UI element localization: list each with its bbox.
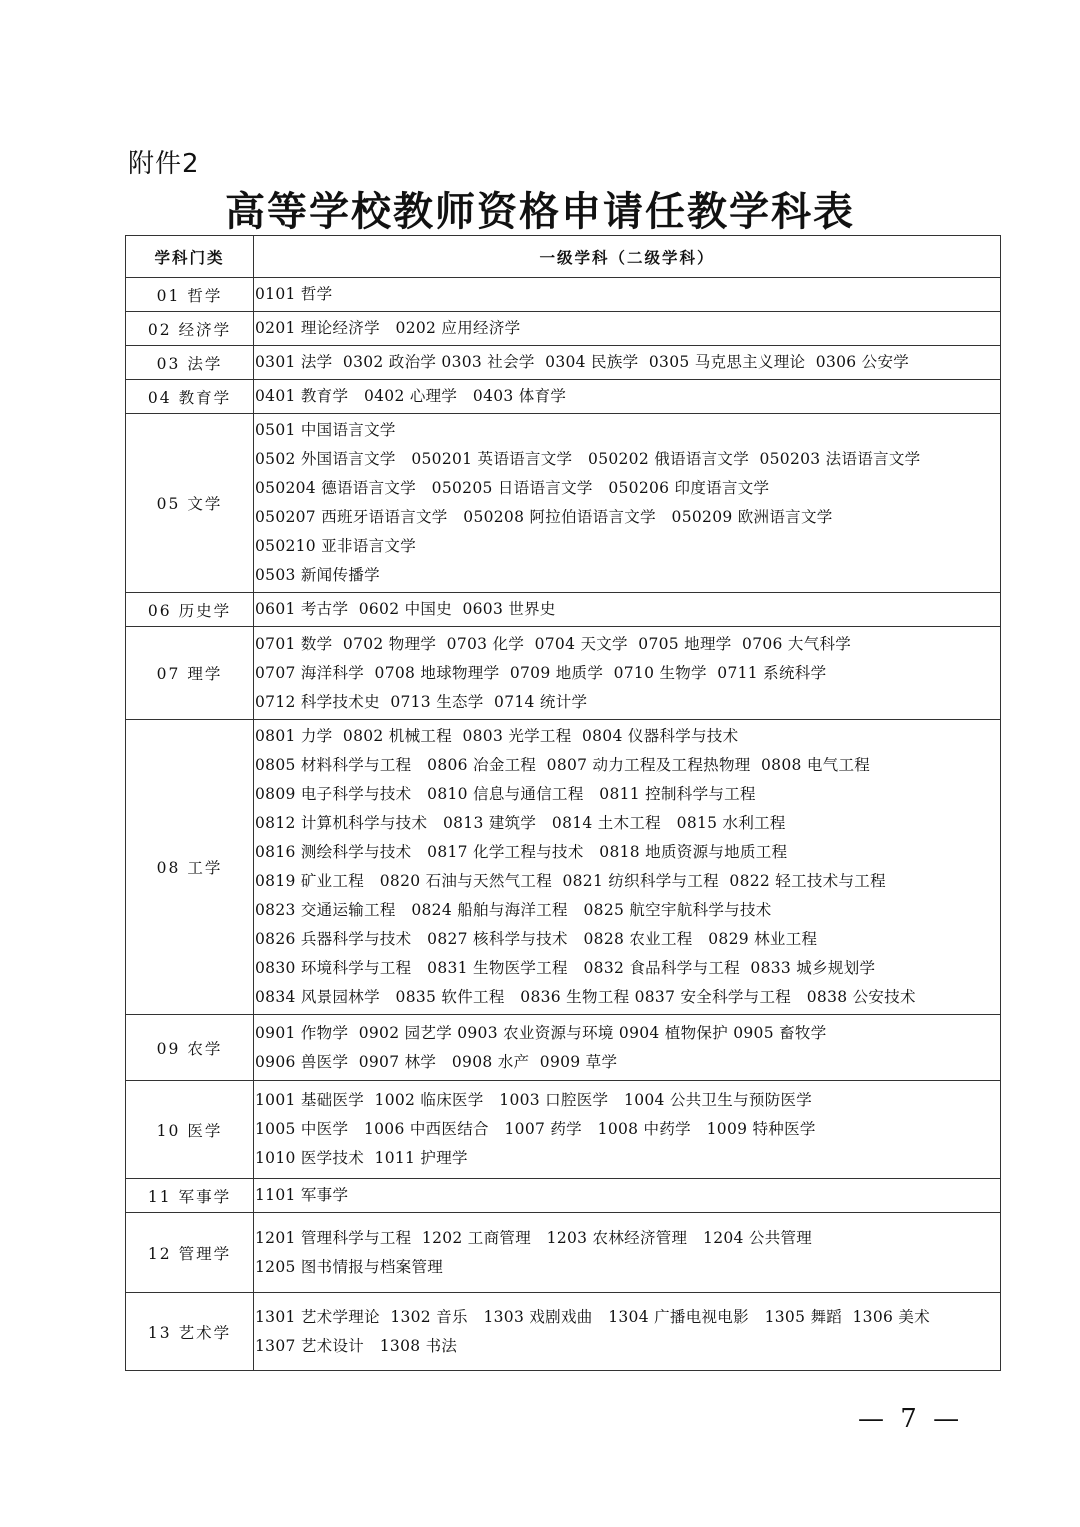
page-title: 高等学校教师资格申请任教学科表 bbox=[225, 188, 855, 235]
subject-line: 0826 兵器科学与技术 0827 核科学与技术 0828 农业工程 0829 林业工程 bbox=[255, 930, 818, 948]
subject-line: 050204 德语语言文学 050205 日语语言文学 050206 印度语言文学 bbox=[255, 479, 770, 497]
table-row bbox=[126, 414, 1001, 593]
table-row bbox=[126, 593, 1001, 627]
subject-line: 1101 军事学 bbox=[255, 1186, 349, 1204]
subject-line: 0201 理论经济学 0202 应用经济学 bbox=[255, 319, 521, 337]
subject-line: 0805 材料科学与工程 0806 冶金工程 0807 动力工程及工程热物理 0808 电气工程 bbox=[255, 756, 871, 774]
table-row bbox=[126, 278, 1001, 312]
table-row bbox=[126, 380, 1001, 414]
category-cell: 11 军事学 bbox=[126, 1179, 254, 1213]
subject-line: 0503 新闻传播学 bbox=[255, 566, 380, 584]
subject-line: 1307 艺术设计 1308 书法 bbox=[255, 1336, 458, 1355]
subject-line: 050210 亚非语言文学 bbox=[255, 537, 416, 555]
category-cell: 10 医学 bbox=[126, 1081, 254, 1179]
subject-line: 1005 中医学 1006 中西医结合 1007 药学 1008 中药学 1009 特种医学 bbox=[255, 1120, 816, 1138]
table-row bbox=[126, 346, 1001, 380]
table-row bbox=[126, 1293, 1001, 1371]
subject-line: 1001 基础医学 1002 临床医学 1003 口腔医学 1004 公共卫生与预防医学 bbox=[255, 1091, 813, 1109]
subject-line: 0701 数学 0702 物理学 0703 化学 0704 天文学 0705 地理学 0706 大气科学 bbox=[255, 634, 852, 653]
subject-line: 0819 矿业工程 0820 石油与天然气工程 0821 纺织科学与工程 0822 轻工技术与工程 bbox=[255, 872, 886, 890]
table-row bbox=[126, 1213, 1001, 1293]
subjects-cell bbox=[254, 346, 1001, 380]
subject-line: 0812 计算机科学与技术 0813 建筑学 0814 土木工程 0815 水利工程 bbox=[255, 814, 786, 832]
subject-line: 0401 教育学 0402 心理学 0403 体育学 bbox=[255, 387, 567, 405]
table-row bbox=[126, 1081, 1001, 1179]
table-row bbox=[126, 1179, 1001, 1213]
category-cell: 07 理学 bbox=[126, 627, 254, 720]
subject-line: 0809 电子科学与技术 0810 信息与通信工程 0811 控制科学与工程 bbox=[255, 785, 756, 803]
category-cell: 08 工学 bbox=[126, 720, 254, 1015]
table-row bbox=[126, 627, 1001, 720]
subjects-cell bbox=[254, 627, 1001, 720]
subject-line: 0707 海洋科学 0708 地球物理学 0709 地质学 0710 生物学 0711 系统科学 bbox=[255, 663, 827, 682]
subjects-cell bbox=[254, 1015, 1001, 1081]
category-cell: 03 法学 bbox=[126, 346, 254, 380]
attachment-label: 附件2 bbox=[128, 149, 200, 179]
subject-line: 1205 图书情报与档案管理 bbox=[255, 1257, 444, 1276]
subjects-cell bbox=[254, 278, 1001, 312]
subject-line: 0906 兽医学 0907 林学 0908 水产 0909 草学 bbox=[255, 1052, 618, 1071]
subject-line: 1010 医学技术 1011 护理学 bbox=[255, 1149, 468, 1167]
subject-line: 0501 中国语言文学 bbox=[255, 421, 396, 439]
subjects-cell bbox=[254, 593, 1001, 627]
category-cell: 01 哲学 bbox=[126, 278, 254, 312]
subject-line: 0801 力学 0802 机械工程 0803 光学工程 0804 仪器科学与技术 bbox=[255, 727, 739, 745]
subject-line: 0823 交通运输工程 0824 船舶与海洋工程 0825 航空宇航科学与技术 bbox=[255, 901, 772, 919]
subject-line: 0901 作物学 0902 园艺学 0903 农业资源与环境 0904 植物保护 0905 畜牧学 bbox=[255, 1023, 827, 1042]
subjects-cell bbox=[254, 1179, 1001, 1213]
category-cell: 04 教育学 bbox=[126, 380, 254, 414]
table-row bbox=[126, 720, 1001, 1015]
subjects-cell bbox=[254, 414, 1001, 593]
table-header-row bbox=[126, 236, 1001, 278]
header-category: 学科门类 bbox=[126, 236, 254, 278]
subject-table bbox=[125, 235, 1001, 1371]
category-cell: 09 农学 bbox=[126, 1015, 254, 1081]
subjects-cell bbox=[254, 1213, 1001, 1293]
subject-line: 0816 测绘科学与技术 0817 化学工程与技术 0818 地质资源与地质工程 bbox=[255, 843, 788, 861]
subject-line: 0830 环境科学与工程 0831 生物医学工程 0832 食品科学与工程 0833 城乡规划学 bbox=[255, 959, 876, 977]
subject-line: 0101 哲学 bbox=[255, 285, 333, 303]
table-row bbox=[126, 312, 1001, 346]
subjects-cell bbox=[254, 380, 1001, 414]
subjects-cell bbox=[254, 1081, 1001, 1179]
category-cell: 05 文学 bbox=[126, 414, 254, 593]
subjects-cell bbox=[254, 1293, 1001, 1371]
subject-line: 0301 法学 0302 政治学 0303 社会学 0304 民族学 0305 马克思主义理论 0306 公安学 bbox=[255, 353, 910, 371]
table-row bbox=[126, 1015, 1001, 1081]
subject-line: 0502 外国语言文学 050201 英语语言文学 050202 俄语语言文学 050203 法语语言文学 bbox=[255, 450, 921, 468]
category-cell: 02 经济学 bbox=[126, 312, 254, 346]
category-cell: 06 历史学 bbox=[126, 593, 254, 627]
subjects-cell bbox=[254, 720, 1001, 1015]
subjects-cell bbox=[254, 312, 1001, 346]
subject-line: 0834 风景园林学 0835 软件工程 0836 生物工程 0837 安全科学与工程 0838 公安技术 bbox=[255, 988, 916, 1006]
page-number: — 7 — bbox=[858, 1404, 964, 1434]
category-cell: 12 管理学 bbox=[126, 1213, 254, 1293]
header-subjects: 一级学科（二级学科） bbox=[254, 236, 1001, 278]
subject-line: 1201 管理科学与工程 1202 工商管理 1203 农林经济管理 1204 公共管理 bbox=[255, 1228, 813, 1247]
subject-line: 050207 西班牙语语言文学 050208 阿拉伯语语言文学 050209 欧洲语言文学 bbox=[255, 508, 833, 526]
subject-line: 0601 考古学 0602 中国史 0603 世界史 bbox=[255, 600, 556, 618]
subject-line: 1301 艺术学理论 1302 音乐 1303 戏剧戏曲 1304 广播电视电影 1305 舞蹈 1306 美术 bbox=[255, 1307, 930, 1326]
subject-line: 0712 科学技术史 0713 生态学 0714 统计学 bbox=[255, 692, 588, 711]
category-cell: 13 艺术学 bbox=[126, 1293, 254, 1371]
